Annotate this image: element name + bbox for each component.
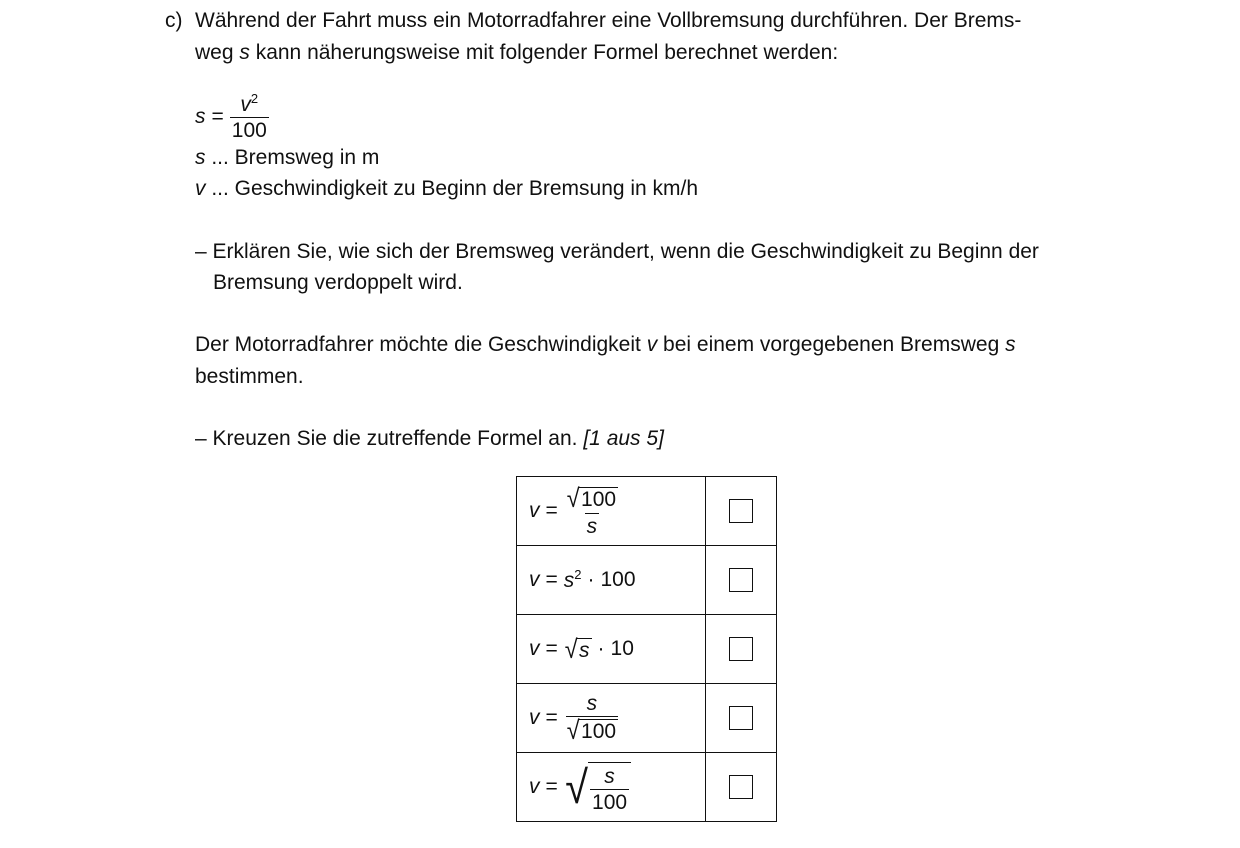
para-line-1 <box>195 334 1016 355</box>
opt5-lhs: v <box>529 775 540 798</box>
option-row-4 <box>517 684 777 753</box>
option-row-2 <box>517 546 777 615</box>
opt3-eq: = <box>545 637 558 660</box>
intro-line-2-post: kann näherungsweise mit folgender Formel berechnet werden: <box>249 41 839 64</box>
opt1-denominator: s <box>586 515 598 538</box>
sqrt-icon: √ <box>564 634 578 664</box>
opt3-factor: 10 <box>610 637 634 660</box>
legend-s-var: s <box>195 146 206 169</box>
task-label: c) <box>165 9 183 32</box>
option-3-formula <box>517 615 706 684</box>
legend-s <box>195 147 379 168</box>
bullet-2-text: – Kreuzen Sie die zutreffende Formel an. <box>195 427 584 450</box>
opt1-numerator <box>564 485 620 513</box>
opt2-dot: · <box>587 568 595 591</box>
opt3-radicand: s <box>579 638 590 662</box>
bullet-2 <box>195 428 664 449</box>
opt4-numerator: s <box>586 692 598 715</box>
braking-formula <box>195 92 269 141</box>
opt1-radicand: 100 <box>581 487 617 511</box>
formula-num-exp: 2 <box>250 91 259 106</box>
answer-table <box>516 476 777 822</box>
opt5-sqrt <box>564 762 631 813</box>
opt5-radicand <box>588 762 631 813</box>
option-row-1 <box>517 477 777 546</box>
bullet-2-note: [1 aus 5] <box>583 427 664 450</box>
opt1-fraction <box>564 485 620 537</box>
intro-line-2 <box>195 42 838 63</box>
opt1-eq: = <box>545 499 558 522</box>
formula-lhs: s <box>195 105 206 128</box>
option-3-checkbox[interactable] <box>729 637 753 661</box>
legend-s-text: ... Bremsweg in m <box>205 146 380 169</box>
opt2-lhs: v <box>529 568 540 591</box>
opt1-sqrt <box>566 485 618 511</box>
option-5-checkbox[interactable] <box>729 775 753 799</box>
opt5-numerator: s <box>604 764 615 788</box>
opt4-radicand: 100 <box>581 719 617 743</box>
option-3-box-cell <box>706 615 777 684</box>
formula-denominator: 100 <box>231 119 267 142</box>
option-2-box-cell <box>706 546 777 615</box>
opt2-base: s <box>563 569 575 592</box>
legend-v <box>195 178 698 199</box>
legend-v-var: v <box>195 177 206 200</box>
intro-var-s: s <box>239 41 250 64</box>
para-pre: Der Motorradfahrer möchte die Geschwindigkeit <box>195 333 647 356</box>
formula-eq: = <box>211 105 224 128</box>
formula-numerator <box>238 92 260 117</box>
opt1-lhs: v <box>529 499 540 522</box>
sqrt-icon: √ <box>565 761 588 813</box>
sqrt-icon: √ <box>566 715 580 745</box>
option-5-box-cell <box>706 753 777 822</box>
intro-line-1: Während der Fahrt muss ein Motorradfahrer eine Vollbremsung durchführen. Der Brems- <box>195 9 1022 32</box>
bullet-1-line-1: – Erklären Sie, wie sich der Bremsweg verändert, wenn die Geschwindigkeit zu Beginn der <box>195 240 1039 263</box>
opt4-fraction <box>564 693 620 743</box>
formula-num-var: v <box>240 93 251 116</box>
option-2-formula <box>517 546 706 615</box>
opt3-lhs: v <box>529 637 540 660</box>
legend-v-text: ... Geschwindigkeit zu Beginn der Bremsung in km/h <box>205 177 699 200</box>
opt5-eq: = <box>545 775 558 798</box>
option-1-formula <box>517 477 706 546</box>
opt2-power <box>564 567 582 593</box>
opt5-fraction <box>590 766 629 813</box>
opt4-denominator <box>564 716 620 743</box>
option-4-box-cell <box>706 684 777 753</box>
option-5-formula <box>517 753 706 822</box>
para-var-s: s <box>1005 333 1016 356</box>
opt3-dot: · <box>597 637 605 660</box>
opt2-exp: 2 <box>574 567 582 582</box>
formula-fraction <box>230 92 269 141</box>
option-1-box-cell <box>706 477 777 546</box>
opt2-factor: 100 <box>600 568 636 591</box>
para-line-2: bestimmen. <box>195 365 304 388</box>
opt4-sqrt <box>566 716 618 743</box>
intro-line-2-pre: weg <box>195 41 240 64</box>
option-row-3 <box>517 615 777 684</box>
sqrt-icon: √ <box>566 483 580 513</box>
opt4-eq: = <box>545 706 558 729</box>
opt3-sqrt <box>564 636 592 662</box>
option-1-checkbox[interactable] <box>729 499 753 523</box>
para-mid: bei einem vorgegebenen Bremsweg <box>657 333 1006 356</box>
option-4-checkbox[interactable] <box>729 706 753 730</box>
opt5-denominator: 100 <box>592 790 628 814</box>
option-row-5 <box>517 753 777 822</box>
opt4-lhs: v <box>529 706 540 729</box>
bullet-1-line-2: Bremsung verdoppelt wird. <box>213 271 463 294</box>
option-2-checkbox[interactable] <box>729 568 753 592</box>
option-4-formula <box>517 684 706 753</box>
para-var-v: v <box>646 333 658 356</box>
opt2-eq: = <box>545 568 558 591</box>
